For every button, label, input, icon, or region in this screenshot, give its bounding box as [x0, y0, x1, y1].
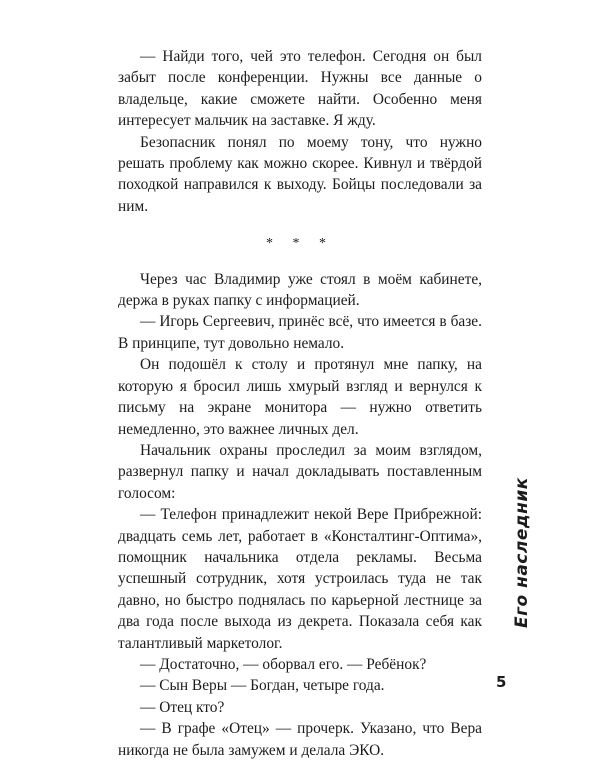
paragraph: — Отец кто?	[140, 698, 225, 716]
paragraph: Безопасник понял по моему тону, что нужно решать проблему как можно скорее. Кивнул и твёрдой походкой направился к выходу. Бойцы последовали за ним.	[118, 133, 482, 215]
paragraph: — Найди того, чей это телефон. Сегодня он был забыт после конференции. Нужны все данные о владельце, какие сможете найти. Особенно меня интересует мальчик на заставке. Я жду.	[118, 48, 482, 130]
page-number: 5	[496, 673, 507, 691]
section-separator: * * *	[266, 236, 334, 252]
paragraph: — Игорь Сергеевич, принёс всё, что имеется в базе. В принципе, тут довольно немало.	[118, 313, 482, 352]
paragraph: — Телефон принадлежит некой Вере Прибрежной: двадцать семь лет, работает в «Констaлтинг-Оптима», помощник начальника отдела рекламы. Весьма успешный сотрудник, хотя устроилась туда не так давно, но быстро поднялась по карьерной лестнице за два года после выхода из декрета. Показала себя как талантливый маркетолог.	[118, 506, 482, 652]
paragraph: Начальник охраны проследил за моим взглядом, развернул папку и начал докладывать поставленным голосом:	[118, 441, 482, 502]
running-title: Его наследник	[512, 477, 532, 628]
page-body	[118, 46, 482, 761]
paragraph: — Сын Веры — Богдан, четыре года.	[140, 677, 385, 695]
paragraph: — В графе «Отец» — прочерк. Указано, что Вера никогда не была замужем и делала ЭКО.	[118, 720, 482, 759]
paragraph: Через час Владимир уже стоял в моём кабинете, держа в руках папку с информацией.	[118, 270, 482, 310]
paragraph: Он подошёл к столу и протянул мне папку, на которую я бросил лишь хмурый взгляд и вернулся к письму на экране монитора — нужно ответить немедленно, это важнее личных дел.	[118, 356, 482, 438]
paragraph: — Достаточно, — оборвал его. — Ребёнок?	[140, 655, 427, 673]
